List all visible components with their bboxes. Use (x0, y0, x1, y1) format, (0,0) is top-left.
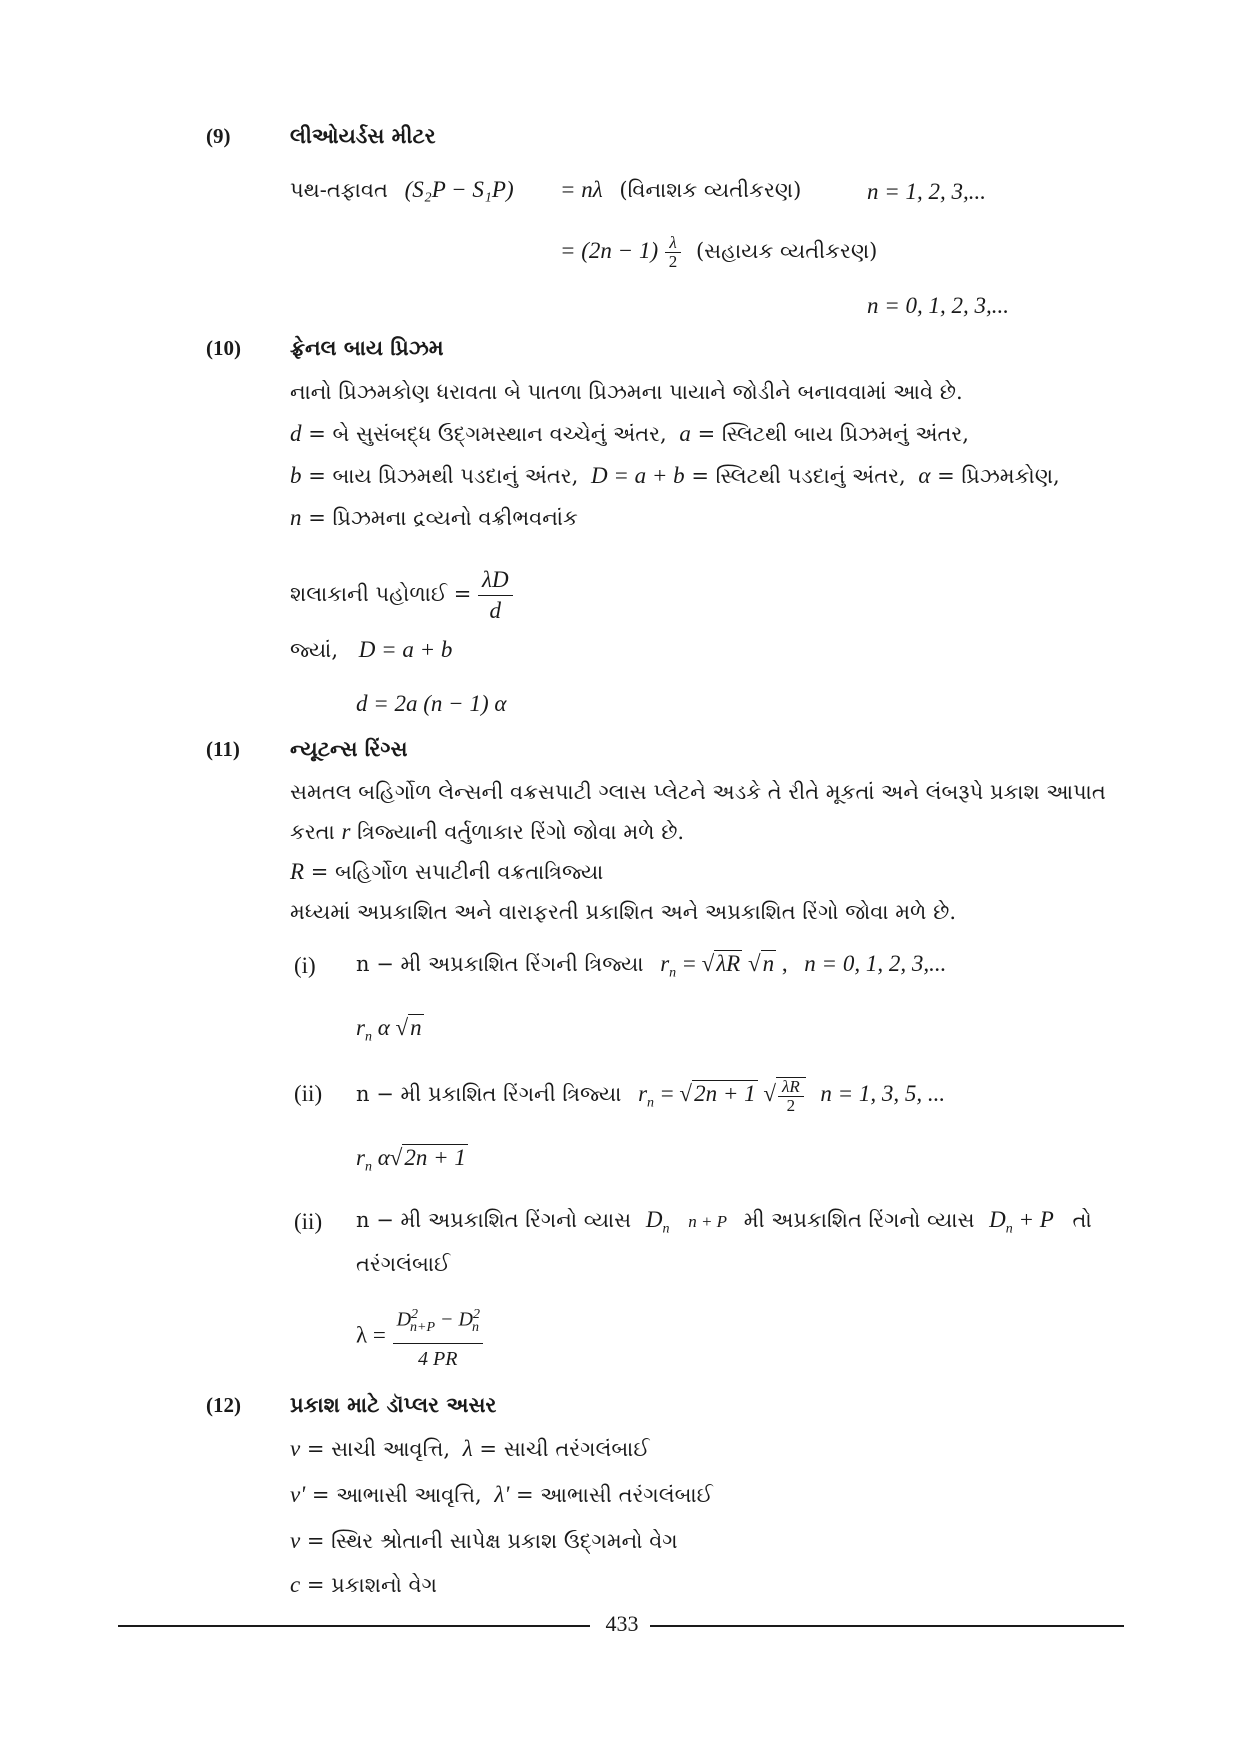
fringe-width-fraction (478, 565, 513, 626)
item-iii-then: તો (1072, 1208, 1092, 1232)
nu-definition: = સાચી આવૃત્તિ, (306, 1437, 451, 1461)
doppler-line-1 (290, 1435, 650, 1463)
item-iii-line (356, 1206, 1126, 1244)
wavelength-num: $D^2_{n+P} - D^2_n$ (393, 1300, 483, 1344)
sqrt-lambda-R: λR (716, 951, 741, 976)
biprism-description: નાનો પ્રિઝમકોણ ધરાવતા બે પાતળા પ્રિઝમના પાયાને જોડીને બનાવવામાં આવે છે. (290, 380, 963, 404)
R-definition: = બહિર્ગોળ સપાટીની વક્રતાત્રિજ્યા (310, 860, 604, 884)
eq2-formula: = (2n − 1) (560, 238, 659, 263)
d-symbol: d (290, 421, 302, 446)
item-ii-n-values: n = 1, 3, 5, ... (820, 1081, 946, 1106)
where-label: જ્યાં, (290, 638, 339, 662)
newton-rings-line-2 (290, 818, 684, 846)
item-iii-Dn: $D_n$ (645, 1207, 670, 1237)
wavelength-den: 4 PR (418, 1347, 458, 1370)
lambda-prime-symbol: λ' (494, 1482, 510, 1507)
sqrt-2n-plus-1: 2n + 1 (694, 1081, 756, 1106)
item-iii-label: (ii) (294, 1209, 323, 1234)
item-iii-line-2: તરંગલંબાઈ (356, 1252, 451, 1276)
wavelength-lhs: λ = (356, 1322, 386, 1348)
eq2-note: (સહાયક વ્યતીકરણ) (695, 239, 878, 263)
item-iii-n-plus-p: n + P (688, 1212, 728, 1231)
section-12-number: (12) (206, 1393, 241, 1417)
path-expression: (S₂P − S₁P) (404, 177, 514, 202)
v-symbol: v (290, 1528, 301, 1553)
lambda-symbol: λ (462, 1436, 473, 1461)
eq2-fraction-den: 2 (668, 252, 678, 271)
path-difference-line (290, 176, 514, 204)
alpha-definition: = પ્રિઝમકોણ, (937, 464, 1060, 488)
fringe-width-num: λD (478, 565, 513, 596)
item-ii-line: n − મી પ્રકાશિત રિંગની ત્રિજ્યા $r_n = √2n + 1$ √ $\frac{\lambda R}{2}$ n = 1, 3, 5, ... (356, 1076, 946, 1115)
item-ii-label: (ii) (294, 1081, 323, 1106)
nu-prime-definition: = આભાસી આવૃત્તિ, (311, 1483, 482, 1507)
where-eq-2: d = 2a (n − 1) α (356, 691, 507, 716)
n-symbol: n (290, 505, 302, 530)
wavelength-formula (356, 1300, 483, 1374)
item-iii-Dn-plus-P: $D_n + P$ (989, 1207, 1054, 1237)
sqrt-lambda-R-over-2: $\frac{\lambda R}{2}$ (776, 1077, 806, 1115)
nu-symbol: ν (290, 1436, 301, 1461)
eq1-n-values: n = 1, 2, 3,... (867, 179, 987, 204)
doppler-line-2 (290, 1481, 713, 1509)
b-definition: = બાય પ્રિઝમથી પડદાનું અંતર, (308, 464, 579, 488)
n-definition: = પ્રિઝમના દ્રવ્યનો વક્રીભવનાંક (308, 506, 578, 530)
eq1 (560, 176, 801, 204)
item-i-text: n − મી અપ્રકાશિત રિંગની ત્રિજ્યા (356, 952, 644, 976)
item-ii-text: n − મી પ્રકાશિત રિંગની ત્રિજ્યા (356, 1082, 622, 1106)
a-definition: = સ્લિટથી બાય પ્રિઝમનું અંતર, (697, 422, 969, 446)
v-definition: = સ્થિર શ્રોતાની સાપેક્ષ પ્રકાશ ઉદ્ગમનો વેગ (306, 1529, 678, 1553)
item-i-label: (i) (294, 953, 316, 978)
section-10-title: ફ્રેનલ બાય પ્રિઝમ (290, 335, 444, 360)
footer-rule-left (118, 1625, 590, 1627)
doppler-line-4 (290, 1571, 437, 1599)
definitions-line-1 (290, 420, 969, 448)
newton-rings-line-1: સમતલ બહિર્ગોળ લેન્સની વક્રસપાટી ગ્લાસ પ્લેટને અડકે તે રીતે મૂકતાં અને લંબરૂપે પ્રકાશ આપાત (290, 780, 1106, 804)
b-symbol: b (290, 463, 302, 488)
section-10-number: (10) (206, 336, 241, 360)
newton-rings-line-4: મધ્યમાં અપ્રકાશિત અને વારાફરતી પ્રકાશિત અને અપ્રકાશિત રિંગો જોવા મળે છે. (290, 900, 957, 924)
page-number: 433 (605, 1611, 639, 1636)
section-9-title: લીઓયર્ડસ મીટર (290, 123, 436, 148)
wavelength-fraction (393, 1300, 483, 1374)
item-i-proportionality: $r_n$ α √n (356, 1015, 422, 1045)
section-11-number: (11) (206, 737, 240, 761)
line2-suffix: ત્રિજ્યાની વર્તુળાકાર રિંગો જોવા મળે છે. (357, 820, 685, 844)
D-symbol: D = a + b (591, 463, 685, 488)
footer-rule-right (650, 1625, 1124, 1627)
item-iii-text-2: મી અપ્રકાશિત રિંગનો વ્યાસ (743, 1208, 975, 1232)
fringe-width-den: d (489, 598, 502, 623)
d-definition: = બે સુસંબદ્ધ ઉદ્ગમસ્થાન વચ્ચેનું અંતર, (308, 422, 667, 446)
D-definition: = સ્લિટથી પડદાનું અંતર, (691, 464, 906, 488)
fringe-width (290, 564, 513, 626)
line2-prefix: કરતા (290, 820, 335, 844)
sqrt-n: n (762, 951, 775, 976)
eq2-fraction (665, 234, 682, 271)
item-i-line: n − મી અપ્રકાશિત રિંગની ત્રિજ્યા $r_n = √\lambda R$ √n , n = 0, 1, 2, 3,... (356, 951, 947, 981)
eq1-note: (વિનાશક વ્યતીકરણ) (619, 178, 802, 202)
doppler-line-3 (290, 1527, 678, 1555)
nu-prime-symbol: ν' (290, 1482, 306, 1507)
eq1-formula: = nλ (560, 177, 603, 202)
section-11-title: ન્યૂટન્સ રિંગ્સ (290, 736, 408, 761)
item-i-n-values: n = 0, 1, 2, 3,... (804, 951, 947, 976)
section-9-number: (9) (206, 124, 231, 148)
lambda-definition: = સાચી તરંગલંબાઈ (479, 1437, 650, 1461)
c-symbol: c (290, 1572, 301, 1597)
a-symbol: a (679, 421, 691, 446)
R-symbol: R (290, 859, 305, 884)
eq2-fraction-num: λ (665, 234, 682, 253)
eq2-n-values: n = 0, 1, 2, 3,... (867, 293, 1010, 318)
r-symbol: r (341, 819, 351, 844)
R-definition-line (290, 858, 603, 886)
eq2 (560, 234, 877, 271)
where-line (290, 636, 452, 664)
fringe-width-label: શલાકાની પહોળાઈ = (290, 582, 472, 606)
item-ii-proportionality: $r_n$ α√2n + 1 (356, 1145, 466, 1175)
where-eq-1: D = a + b (358, 637, 453, 662)
item-iii-text-1: n − મી અપ્રકાશિત રિંગનો વ્યાસ (356, 1208, 632, 1232)
lambda-prime-definition: = આભાસી તરંગલંબાઈ (515, 1483, 713, 1507)
c-definition: = પ્રકાશનો વેગ (306, 1573, 437, 1597)
section-12-title: પ્રકાશ માટે ડૉપ્લર અસર (290, 1392, 497, 1417)
definitions-line-2 (290, 462, 1060, 490)
item-i-rn: $r_n$ (660, 951, 677, 981)
path-label: પથ-તફાવત (290, 178, 388, 202)
alpha-symbol: α (918, 463, 931, 488)
definitions-line-3 (290, 504, 578, 532)
